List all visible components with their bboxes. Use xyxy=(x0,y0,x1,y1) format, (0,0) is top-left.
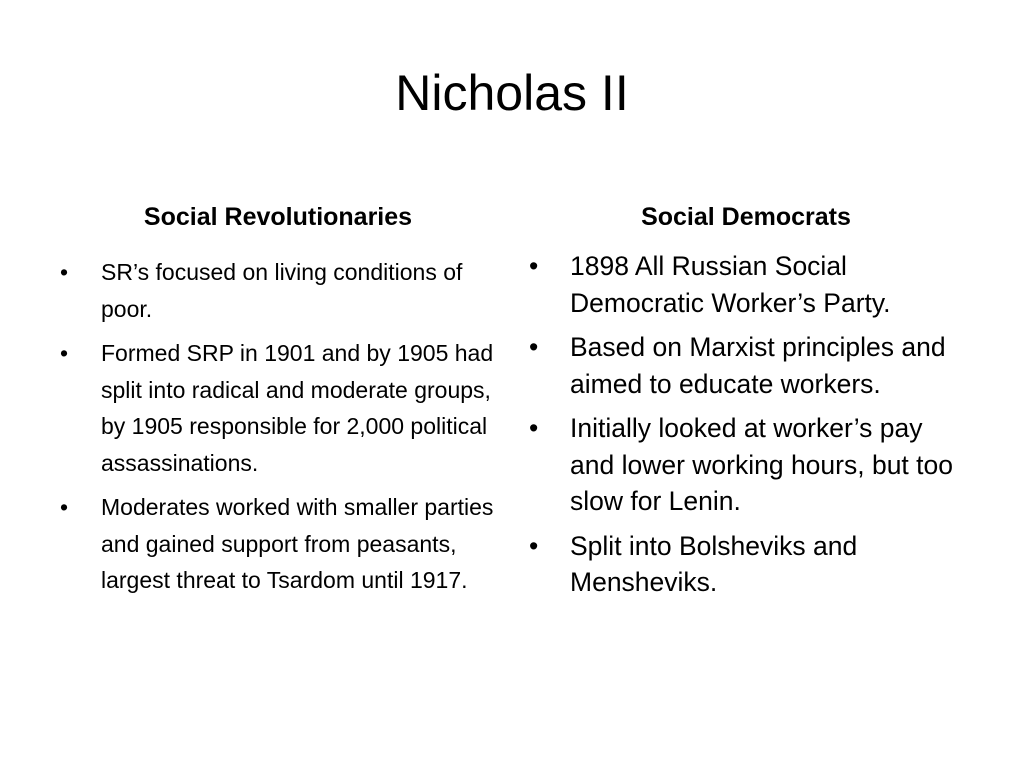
list-item xyxy=(529,248,969,321)
bullet-text: Initially looked at worker’s pay and lower working hours, but too slow for Lenin. xyxy=(570,413,953,516)
bullet-icon: • xyxy=(60,340,69,366)
list-item xyxy=(60,254,500,327)
bullet-text: Formed SRP in 1901 and by 1905 had split into radical and moderate groups, by 1905 responsible for 2,000 political assassinations. xyxy=(101,340,494,476)
slide-title: Nicholas II xyxy=(395,65,629,121)
bullet-text: Moderates worked with smaller parties and gained support from peasants, largest threat to Tsardom until 1917. xyxy=(101,494,494,593)
bullet-icon: • xyxy=(60,259,69,285)
list-item xyxy=(529,528,969,601)
right-bullet-list xyxy=(529,248,969,609)
left-bullet-list xyxy=(60,254,500,607)
list-item xyxy=(529,410,969,520)
bullet-text: Based on Marxist principles and aimed to educate workers. xyxy=(570,332,946,399)
list-item xyxy=(60,489,500,599)
bullet-text: 1898 All Russian Social Democratic Worker’s Party. xyxy=(570,251,891,318)
bullet-icon: • xyxy=(529,251,539,281)
bullet-icon: • xyxy=(529,332,539,362)
left-column-heading: Social Revolutionaries xyxy=(143,203,413,231)
bullet-text: SR’s focused on living conditions of poor. xyxy=(101,259,463,322)
bullet-icon: • xyxy=(529,413,539,443)
bullet-text: Split into Bolsheviks and Mensheviks. xyxy=(570,530,858,597)
right-column-heading: Social Democrats xyxy=(641,203,851,231)
bullet-icon: • xyxy=(529,530,539,561)
bullet-icon: • xyxy=(60,494,69,520)
list-item xyxy=(529,329,969,402)
list-item xyxy=(60,335,500,481)
